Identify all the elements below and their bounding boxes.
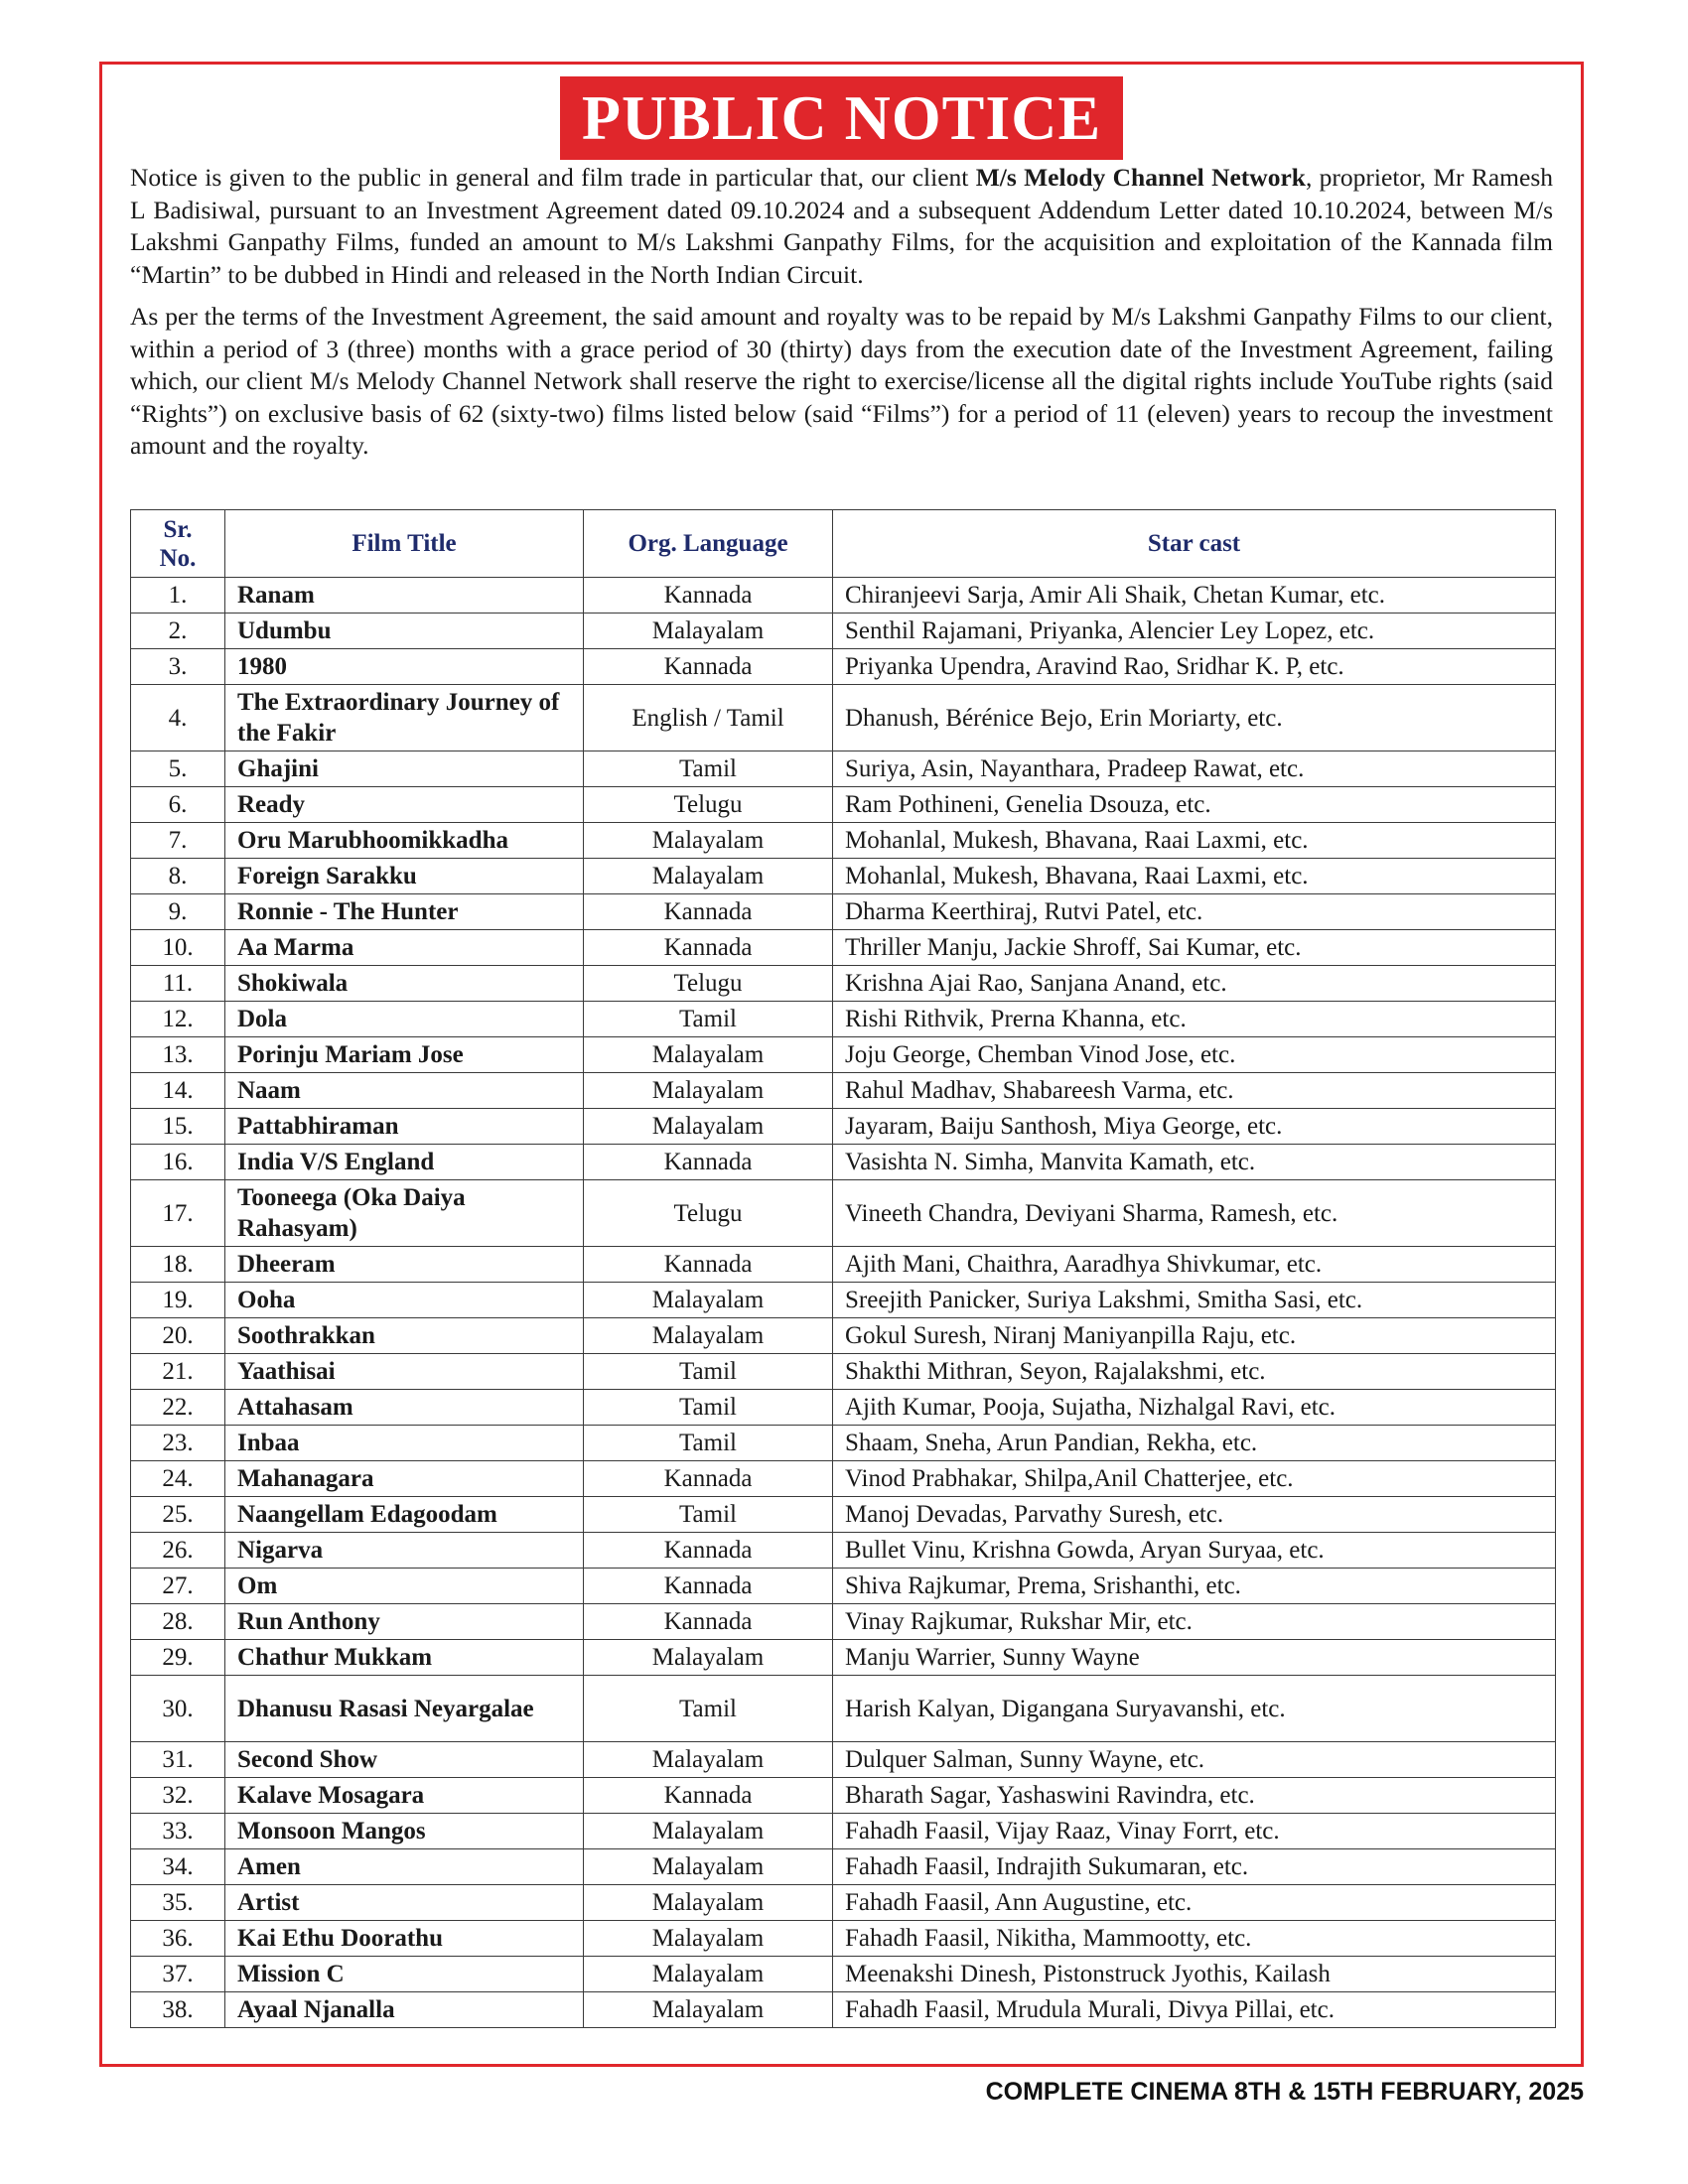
language-cell: Tamil bbox=[584, 1354, 833, 1390]
film-title-cell: Inbaa bbox=[225, 1426, 584, 1461]
film-title-cell: Ranam bbox=[225, 578, 584, 614]
table-row bbox=[131, 1569, 1556, 1604]
star-cast-cell: Vineeth Chandra, Deviyani Sharma, Ramesh, etc. bbox=[833, 1180, 1556, 1247]
language-cell: Malayalam bbox=[584, 823, 833, 859]
table-row bbox=[131, 1921, 1556, 1957]
table-row bbox=[131, 1992, 1556, 2028]
footer-publication: COMPLETE CINEMA 8TH & 15TH FEBRUARY, 2025 bbox=[985, 2078, 1584, 2106]
sr-cell: 14. bbox=[131, 1073, 225, 1109]
language-cell: Malayalam bbox=[584, 1742, 833, 1778]
sr-cell: 19. bbox=[131, 1283, 225, 1318]
star-cast-cell: Senthil Rajamani, Priyanka, Alencier Ley Lopez, etc. bbox=[833, 614, 1556, 649]
star-cast-cell: Fahadh Faasil, Vijay Raaz, Vinay Forrt, etc. bbox=[833, 1814, 1556, 1849]
star-cast-cell: Dhanush, Bérénice Bejo, Erin Moriarty, etc. bbox=[833, 685, 1556, 751]
table-row bbox=[131, 1109, 1556, 1145]
header-star-cast: Star cast bbox=[833, 510, 1556, 578]
film-title-cell: Dola bbox=[225, 1002, 584, 1037]
table-row bbox=[131, 1180, 1556, 1247]
star-cast-cell: Ajith Mani, Chaithra, Aaradhya Shivkumar, etc. bbox=[833, 1247, 1556, 1283]
sr-cell: 9. bbox=[131, 894, 225, 930]
sr-cell: 11. bbox=[131, 966, 225, 1002]
sr-cell: 15. bbox=[131, 1109, 225, 1145]
table-row bbox=[131, 1849, 1556, 1885]
sr-cell: 7. bbox=[131, 823, 225, 859]
language-cell: Tamil bbox=[584, 1426, 833, 1461]
star-cast-cell: Thriller Manju, Jackie Shroff, Sai Kumar, etc. bbox=[833, 930, 1556, 966]
language-cell: Malayalam bbox=[584, 1283, 833, 1318]
star-cast-cell: Fahadh Faasil, Nikitha, Mammootty, etc. bbox=[833, 1921, 1556, 1957]
language-cell: Malayalam bbox=[584, 1992, 833, 2028]
star-cast-cell: Joju George, Chemban Vinod Jose, etc. bbox=[833, 1037, 1556, 1073]
language-cell: Malayalam bbox=[584, 614, 833, 649]
film-title-cell: Ghajini bbox=[225, 751, 584, 787]
table-row bbox=[131, 1640, 1556, 1676]
sr-cell: 18. bbox=[131, 1247, 225, 1283]
sr-cell: 2. bbox=[131, 614, 225, 649]
notice-paragraph-1 bbox=[130, 162, 1553, 291]
language-cell: Kannada bbox=[584, 1461, 833, 1497]
film-title-cell: Kai Ethu Doorathu bbox=[225, 1921, 584, 1957]
star-cast-cell: Fahadh Faasil, Indrajith Sukumaran, etc. bbox=[833, 1849, 1556, 1885]
sr-cell: 26. bbox=[131, 1533, 225, 1569]
film-title-cell: Foreign Sarakku bbox=[225, 859, 584, 894]
language-cell: Malayalam bbox=[584, 1073, 833, 1109]
table-row bbox=[131, 966, 1556, 1002]
language-cell: Kannada bbox=[584, 1145, 833, 1180]
film-title-cell: Mission C bbox=[225, 1957, 584, 1992]
star-cast-cell: Harish Kalyan, Digangana Suryavanshi, etc. bbox=[833, 1676, 1556, 1742]
star-cast-cell: Meenakshi Dinesh, Pistonstruck Jyothis, Kailash bbox=[833, 1957, 1556, 1992]
language-cell: Malayalam bbox=[584, 1921, 833, 1957]
star-cast-cell: Priyanka Upendra, Aravind Rao, Sridhar K. P, etc. bbox=[833, 649, 1556, 685]
sr-cell: 12. bbox=[131, 1002, 225, 1037]
film-title-cell: Nigarva bbox=[225, 1533, 584, 1569]
table-row bbox=[131, 1604, 1556, 1640]
film-title-cell: Dhanusu Rasasi Neyargalae bbox=[225, 1676, 584, 1742]
sr-cell: 16. bbox=[131, 1145, 225, 1180]
header-film-title: Film Title bbox=[225, 510, 584, 578]
table-row bbox=[131, 930, 1556, 966]
star-cast-cell: Suriya, Asin, Nayanthara, Pradeep Rawat, etc. bbox=[833, 751, 1556, 787]
star-cast-cell: Bullet Vinu, Krishna Gowda, Aryan Suryaa, etc. bbox=[833, 1533, 1556, 1569]
film-title-cell: Yaathisai bbox=[225, 1354, 584, 1390]
sr-cell: 31. bbox=[131, 1742, 225, 1778]
table-row bbox=[131, 859, 1556, 894]
star-cast-cell: Mohanlal, Mukesh, Bhavana, Raai Laxmi, etc. bbox=[833, 859, 1556, 894]
star-cast-cell: Rishi Rithvik, Prerna Khanna, etc. bbox=[833, 1002, 1556, 1037]
sr-cell: 17. bbox=[131, 1180, 225, 1247]
table-row bbox=[131, 685, 1556, 751]
table-row bbox=[131, 649, 1556, 685]
sr-cell: 27. bbox=[131, 1569, 225, 1604]
sr-cell: 37. bbox=[131, 1957, 225, 1992]
film-title-cell: Aa Marma bbox=[225, 930, 584, 966]
language-cell: Malayalam bbox=[584, 1849, 833, 1885]
table-row bbox=[131, 751, 1556, 787]
language-cell: Malayalam bbox=[584, 859, 833, 894]
film-title-cell: Shokiwala bbox=[225, 966, 584, 1002]
language-cell: Kannada bbox=[584, 930, 833, 966]
star-cast-cell: Vasishta N. Simha, Manvita Kamath, etc. bbox=[833, 1145, 1556, 1180]
table-row bbox=[131, 1037, 1556, 1073]
language-cell: Malayalam bbox=[584, 1640, 833, 1676]
language-cell: Tamil bbox=[584, 1002, 833, 1037]
table-row bbox=[131, 1145, 1556, 1180]
language-cell: Malayalam bbox=[584, 1885, 833, 1921]
film-title-cell: The Extraordinary Journey of the Fakir bbox=[225, 685, 584, 751]
language-cell: Malayalam bbox=[584, 1814, 833, 1849]
sr-cell: 10. bbox=[131, 930, 225, 966]
sr-cell: 34. bbox=[131, 1849, 225, 1885]
language-cell: Malayalam bbox=[584, 1957, 833, 1992]
table-row bbox=[131, 1354, 1556, 1390]
film-title-cell: Soothrakkan bbox=[225, 1318, 584, 1354]
film-title-cell: Ooha bbox=[225, 1283, 584, 1318]
table-row bbox=[131, 1778, 1556, 1814]
notice-frame bbox=[99, 62, 1584, 2067]
star-cast-cell: Ram Pothineni, Genelia Dsouza, etc. bbox=[833, 787, 1556, 823]
film-title-cell: Artist bbox=[225, 1885, 584, 1921]
table-row bbox=[131, 1885, 1556, 1921]
sr-cell: 5. bbox=[131, 751, 225, 787]
film-title-cell: Naam bbox=[225, 1073, 584, 1109]
client-name: M/s Melody Channel Network bbox=[975, 163, 1306, 192]
language-cell: Kannada bbox=[584, 1569, 833, 1604]
star-cast-cell: Rahul Madhav, Shabareesh Varma, etc. bbox=[833, 1073, 1556, 1109]
film-title-cell: Porinju Mariam Jose bbox=[225, 1037, 584, 1073]
sr-cell: 4. bbox=[131, 685, 225, 751]
table-row bbox=[131, 1497, 1556, 1533]
film-title-cell: Chathur Mukkam bbox=[225, 1640, 584, 1676]
table-row bbox=[131, 1318, 1556, 1354]
header-sr-line2: No. bbox=[159, 544, 197, 572]
language-cell: Tamil bbox=[584, 1676, 833, 1742]
sr-cell: 33. bbox=[131, 1814, 225, 1849]
language-cell: Malayalam bbox=[584, 1109, 833, 1145]
language-cell: Telugu bbox=[584, 787, 833, 823]
language-cell: Kannada bbox=[584, 894, 833, 930]
language-cell: Kannada bbox=[584, 1778, 833, 1814]
table-row bbox=[131, 1676, 1556, 1742]
star-cast-cell: Gokul Suresh, Niranj Maniyanpilla Raju, etc. bbox=[833, 1318, 1556, 1354]
notice-paragraph-2: As per the terms of the Investment Agreement, the said amount and royalty was to be repaid by M/s Lakshmi Ganpathy Films to our client, within a period of 3 (three) months with a grace period of 30 (thirty) days from the execution date of the Investment Agreement, failing which, our client M/s Melody Channel Network shall reserve the right to exercise/license all the digital rights include YouTube rights (said “Rights”) on exclusive basis of 62 (sixty-two) films listed below (said “Films”) for a period of 11 (eleven) years to recoup the investment amount and the royalty. bbox=[130, 302, 1553, 460]
star-cast-cell: Shiva Rajkumar, Prema, Srishanthi, etc. bbox=[833, 1569, 1556, 1604]
language-cell: English / Tamil bbox=[584, 685, 833, 751]
film-title-cell: Ronnie - The Hunter bbox=[225, 894, 584, 930]
page-title: PUBLIC NOTICE bbox=[560, 76, 1123, 160]
table-row bbox=[131, 614, 1556, 649]
film-title-cell: Ayaal Njanalla bbox=[225, 1992, 584, 2028]
star-cast-cell: Vinod Prabhakar, Shilpa,Anil Chatterjee, etc. bbox=[833, 1461, 1556, 1497]
paragraph-1-lead: Notice is given to the public in general and film trade in particular that, our client bbox=[130, 163, 976, 192]
sr-cell: 1. bbox=[131, 578, 225, 614]
star-cast-cell: Ajith Kumar, Pooja, Sujatha, Nizhalgal Ravi, etc. bbox=[833, 1390, 1556, 1426]
star-cast-cell: Bharath Sagar, Yashaswini Ravindra, etc. bbox=[833, 1778, 1556, 1814]
star-cast-cell: Manju Warrier, Sunny Wayne bbox=[833, 1640, 1556, 1676]
film-title-cell: Second Show bbox=[225, 1742, 584, 1778]
table-header-row bbox=[131, 510, 1556, 578]
table-row bbox=[131, 1742, 1556, 1778]
film-title-cell: Kalave Mosagara bbox=[225, 1778, 584, 1814]
table-row bbox=[131, 1390, 1556, 1426]
film-title-cell: Ready bbox=[225, 787, 584, 823]
film-title-cell: 1980 bbox=[225, 649, 584, 685]
star-cast-cell: Krishna Ajai Rao, Sanjana Anand, etc. bbox=[833, 966, 1556, 1002]
table-row bbox=[131, 1957, 1556, 1992]
table-row bbox=[131, 1247, 1556, 1283]
star-cast-cell: Chiranjeevi Sarja, Amir Ali Shaik, Chetan Kumar, etc. bbox=[833, 578, 1556, 614]
film-title-cell: Attahasam bbox=[225, 1390, 584, 1426]
sr-cell: 20. bbox=[131, 1318, 225, 1354]
table-row bbox=[131, 787, 1556, 823]
table-row bbox=[131, 1073, 1556, 1109]
sr-cell: 22. bbox=[131, 1390, 225, 1426]
table-row bbox=[131, 1814, 1556, 1849]
header-sr-line1: Sr. bbox=[163, 515, 193, 543]
sr-cell: 35. bbox=[131, 1885, 225, 1921]
sr-cell: 24. bbox=[131, 1461, 225, 1497]
table-row bbox=[131, 1533, 1556, 1569]
table-row bbox=[131, 1002, 1556, 1037]
sr-cell: 21. bbox=[131, 1354, 225, 1390]
film-title-cell: Mahanagara bbox=[225, 1461, 584, 1497]
sr-cell: 36. bbox=[131, 1921, 225, 1957]
film-title-cell: Naangellam Edagoodam bbox=[225, 1497, 584, 1533]
star-cast-cell: Vinay Rajkumar, Rukshar Mir, etc. bbox=[833, 1604, 1556, 1640]
film-title-cell: Udumbu bbox=[225, 614, 584, 649]
film-title-cell: Pattabhiraman bbox=[225, 1109, 584, 1145]
language-cell: Kannada bbox=[584, 649, 833, 685]
paragraph-1-rest: , proprietor, Mr Ramesh L Badisiwal, pursuant to an Investment Agreement dated 09.10.2024 and a subsequent Addendum Letter dated 10.10.2024, between M/s Lakshmi Ganpathy Films, funded an amount to M/s Lakshmi Ganpathy Films, for the acquisition and exploitation of the Kannada film “Martin” to be dubbed in Hindi and released in the North Indian Circuit. bbox=[130, 163, 1553, 289]
language-cell: Kannada bbox=[584, 1604, 833, 1640]
film-title-cell: Om bbox=[225, 1569, 584, 1604]
film-title-cell: Oru Marubhoomikkadha bbox=[225, 823, 584, 859]
language-cell: Kannada bbox=[584, 1533, 833, 1569]
language-cell: Malayalam bbox=[584, 1037, 833, 1073]
language-cell: Tamil bbox=[584, 1497, 833, 1533]
language-cell: Kannada bbox=[584, 578, 833, 614]
film-title-cell: Amen bbox=[225, 1849, 584, 1885]
header-sr-no bbox=[131, 510, 225, 578]
films-table bbox=[130, 509, 1556, 2028]
language-cell: Malayalam bbox=[584, 1318, 833, 1354]
sr-cell: 28. bbox=[131, 1604, 225, 1640]
film-title-cell: Monsoon Mangos bbox=[225, 1814, 584, 1849]
film-title-cell: Dheeram bbox=[225, 1247, 584, 1283]
title-wrap bbox=[102, 76, 1581, 160]
star-cast-cell: Mohanlal, Mukesh, Bhavana, Raai Laxmi, etc. bbox=[833, 823, 1556, 859]
language-cell: Telugu bbox=[584, 1180, 833, 1247]
header-org-language: Org. Language bbox=[584, 510, 833, 578]
language-cell: Kannada bbox=[584, 1247, 833, 1283]
sr-cell: 32. bbox=[131, 1778, 225, 1814]
sr-cell: 13. bbox=[131, 1037, 225, 1073]
table-row bbox=[131, 1461, 1556, 1497]
film-title-cell: Tooneega (Oka Daiya Rahasyam) bbox=[225, 1180, 584, 1247]
sr-cell: 3. bbox=[131, 649, 225, 685]
film-title-cell: India V/S England bbox=[225, 1145, 584, 1180]
sr-cell: 23. bbox=[131, 1426, 225, 1461]
language-cell: Telugu bbox=[584, 966, 833, 1002]
sr-cell: 30. bbox=[131, 1676, 225, 1742]
star-cast-cell: Jayaram, Baiju Santhosh, Miya George, etc. bbox=[833, 1109, 1556, 1145]
sr-cell: 6. bbox=[131, 787, 225, 823]
sr-cell: 38. bbox=[131, 1992, 225, 2028]
star-cast-cell: Sreejith Panicker, Suriya Lakshmi, Smitha Sasi, etc. bbox=[833, 1283, 1556, 1318]
star-cast-cell: Fahadh Faasil, Mrudula Murali, Divya Pillai, etc. bbox=[833, 1992, 1556, 2028]
table-row bbox=[131, 578, 1556, 614]
language-cell: Tamil bbox=[584, 751, 833, 787]
sr-cell: 8. bbox=[131, 859, 225, 894]
star-cast-cell: Fahadh Faasil, Ann Augustine, etc. bbox=[833, 1885, 1556, 1921]
film-title-cell: Run Anthony bbox=[225, 1604, 584, 1640]
notice-body bbox=[130, 162, 1553, 473]
star-cast-cell: Manoj Devadas, Parvathy Suresh, etc. bbox=[833, 1497, 1556, 1533]
table-row bbox=[131, 894, 1556, 930]
star-cast-cell: Dharma Keerthiraj, Rutvi Patel, etc. bbox=[833, 894, 1556, 930]
sr-cell: 25. bbox=[131, 1497, 225, 1533]
star-cast-cell: Shakthi Mithran, Seyon, Rajalakshmi, etc. bbox=[833, 1354, 1556, 1390]
star-cast-cell: Shaam, Sneha, Arun Pandian, Rekha, etc. bbox=[833, 1426, 1556, 1461]
language-cell: Tamil bbox=[584, 1390, 833, 1426]
table-row bbox=[131, 823, 1556, 859]
star-cast-cell: Dulquer Salman, Sunny Wayne, etc. bbox=[833, 1742, 1556, 1778]
sr-cell: 29. bbox=[131, 1640, 225, 1676]
films-table-body bbox=[131, 578, 1556, 2028]
table-row bbox=[131, 1426, 1556, 1461]
table-row bbox=[131, 1283, 1556, 1318]
